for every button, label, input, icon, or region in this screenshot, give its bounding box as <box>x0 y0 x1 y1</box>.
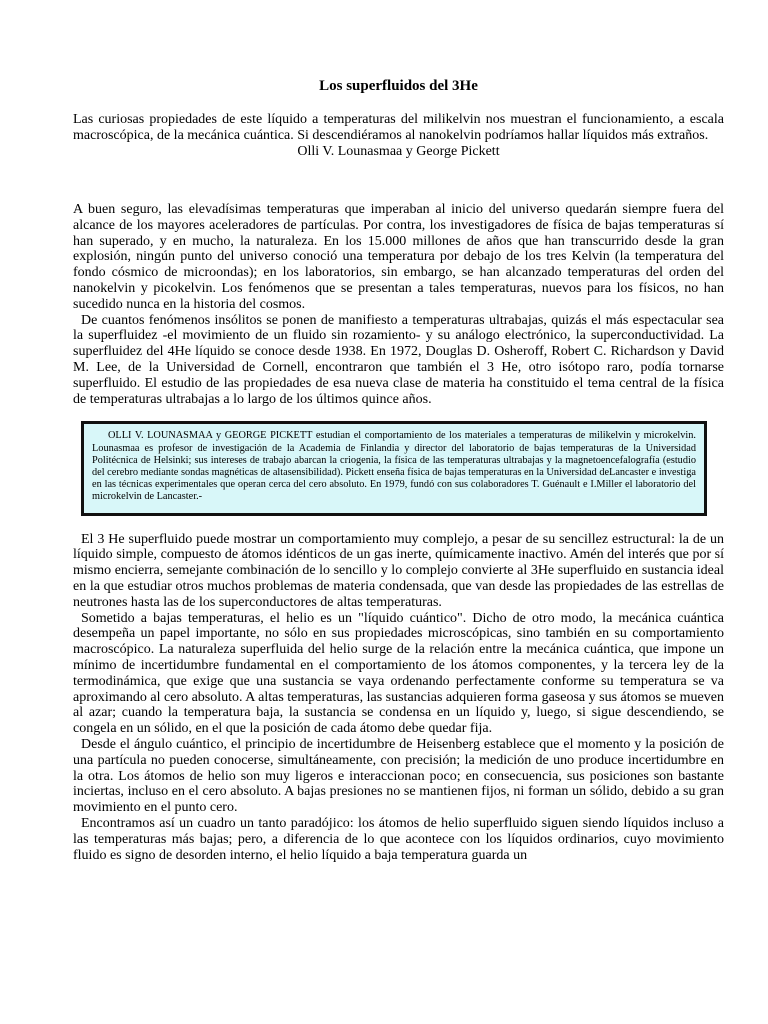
body-paragraph: Encontramos así un cuadro un tanto paradójico: los átomos de helio superfluido siguen siendo líquidos incluso a las temperaturas más bajas; pero, a diferencia de lo que acontece con los líquidos ordinarios, cuyo movimiento fluido es signo de desorden interno, el helio líquido a baja temperatura guarda un <box>73 815 724 863</box>
body-section-1 <box>73 202 724 407</box>
body-paragraph: De cuantos fenómenos insólitos se ponen de manifiesto a temperaturas ultrabajas, quizás el más espectacular sea la superfluidez -el movimiento de un fluido sin rozamiento- y su análogo electrónico, la superconductividad. La superfluidez del 4He líquido se conoce desde 1938. En 1972, Douglas D. Osheroff, Robert C. Richardson y David M. Lee, de la Universidad de Cornell, encontraron que también el 3 He, otro isótopo raro, podía tornarse superfluido. El estudio de las propiedades de esa nueva clase de materia ha constituido el tema central de la física de temperaturas ultrabajas a lo largo de los últimos quince años. <box>73 312 724 407</box>
body-paragraph: A buen seguro, las elevadísimas temperaturas que imperaban al inicio del universo quedarán siempre fuera del alcance de los mayores aceleradores de partículas. Por contra, los investigadores de física de bajas temperaturas sí han superado, y en mucho, la naturaleza. En los 15.000 millones de años que han transcurrido desde la gran explosión, ningún punto del universo conoció una temperatura por debajo de los tres Kelvin (la temperatura del fondo cósmico de microondas); en los laboratorios, sin embargo, se han alcanzado temperaturas del orden del nanokelvin y picokelvin. Los fenómenos que se presentan a tales temperaturas, nuevos para los físicos, no han sucedido nunca en la historia del cosmos. <box>73 202 724 312</box>
body-paragraph: Sometido a bajas temperaturas, el helio es un "líquido cuántico". Dicho de otro modo, la mecánica cuántica desempeña un papel importante, no sólo en sus propiedades microscópicas, sino también en su comportamiento macroscópico. La naturaleza superfluida del helio surge de la relación entre la mecánica cuántica, que impone un mínimo de incertidumbre fundamental en el comportamiento de los átomos componentes, y la tercera ley de la termodinámica, que exige que una sustancia se vaya ordenando perfectamente conforme su temperatura se va aproximando al cero absoluto. A altas temperaturas, las sustancias adquieren forma gaseosa y sus átomos se mueven al azar; cuando la temperatura baja, la sustancia se condensa en un líquido y, luego, si sigue descendiendo, se congela en un sólido, en el que la posición de cada átomo debe quedar fija. <box>73 610 724 737</box>
author-bio-box <box>81 421 707 515</box>
authors-line: Olli V. Lounasmaa y George Pickett <box>297 144 500 159</box>
document-page <box>73 76 724 863</box>
body-paragraph: El 3 He superfluido puede mostrar un comportamiento muy complejo, a pesar de su sencillez estructural: la de un líquido simple, compuesto de átomos idénticos de un gas inerte, químicamente inactivo. Amén del interés que por sí mismo encierra, semejante combinación de lo sencillo y lo complejo convierte al 3He superfluido en sustancia ideal en la que estudiar otros muchos problemas de materia condensada, que van desde las propiedades de las estrellas de neutrones hasta las de los superconductores de altas temperaturas. <box>73 531 724 610</box>
body-paragraph: Desde el ángulo cuántico, el principio de incertidumbre de Heisenberg establece que el momento y la posición de una partícula no pueden conocerse, simultáneamente, con precisión; la medición de uno produce incertidumbre en la otra. Los átomos de helio son muy ligeros e interaccionan poco; en consecuencia, sus posiciones son bastante inciertas, incluso en el cero absoluto. A bajas presiones no se mantienen fijos, ni forman un sólido, debido a su gran movimiento en el punto cero. <box>73 736 724 816</box>
document-title: Los superfluidos del 3He <box>319 78 478 94</box>
lead-paragraph: Las curiosas propiedades de este líquido a temperaturas del milikelvin nos muestran el funcionamiento, a escala macroscópica, de la mecánica cuántica. Si descendiéramos al nanokelvin podríamos hallar líquidos más extraños. <box>73 112 724 143</box>
author-bio-text: OLLI V. LOUNASMAA y GEORGE PICKETT estudian el comportamiento de los materiales a temperaturas de milikelvin y microkelvin. Lounasmaa es profesor de investigación de la Academia de Finlandia y director del laboratorio de bajas temperaturas de la Universidad Politécnica de Helsinki; sus intereses de trabajo abarcan la criogenia, la física de las temperaturas ultrabajas y la magnetoencefalografía (estudio del cerebro mediante sondas magnéticas de altasensibilidad). Pickett enseña física de bajas temperaturas en la Universidad deLancaster e investiga en las técnicas experimentales que operan cerca del cero absoluto. En 1979, fundó con sus colaboradores T. Guénault e I.Miller el laboratorio del microkelvin de Lancaster.- <box>92 430 696 503</box>
body-section-2 <box>73 532 724 864</box>
